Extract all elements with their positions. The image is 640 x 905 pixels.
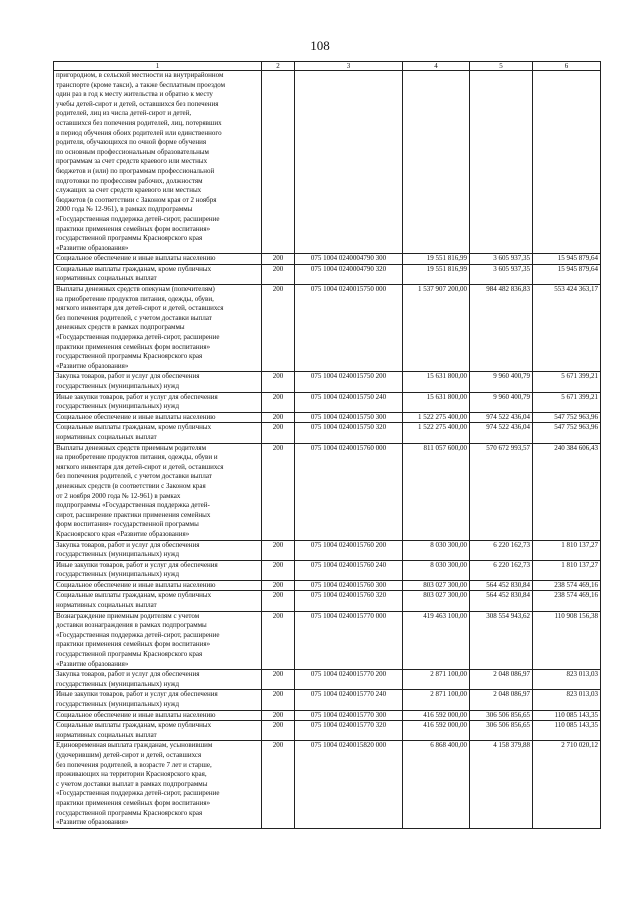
unexecuted-amount-cell: 547 752 963,96 (533, 423, 601, 443)
executed-amount-cell: 984 482 836,83 (470, 285, 533, 372)
table-row (54, 443, 601, 540)
approved-amount-cell: 419 463 100,00 (403, 611, 470, 670)
budget-code-cell: 075 1004 0240015760 320 (295, 591, 403, 611)
approved-amount-cell: 416 592 000,00 (403, 721, 470, 741)
row-name-cell: Иные закупки товаров, работ и услуг для обеспечения государственных (муниципальных) нужд (54, 392, 262, 412)
row-name-cell: Социальное обеспечение и иные выплаты населению (54, 254, 262, 265)
budget-code-cell: 075 1004 0240015760 300 (295, 580, 403, 591)
executed-amount-cell: 9 960 400,79 (470, 392, 533, 412)
col-header: 4 (403, 62, 470, 71)
line-code-cell: 200 (262, 710, 295, 721)
col-header: 6 (533, 62, 601, 71)
approved-amount-cell: 811 057 600,00 (403, 443, 470, 540)
row-name-cell: Иные закупки товаров, работ и услуг для обеспечения государственных (муниципальных) нужд (54, 690, 262, 710)
col-header: 5 (470, 62, 533, 71)
table-row (54, 710, 601, 721)
budget-code-cell: 075 1004 0240015760 200 (295, 540, 403, 560)
approved-amount-cell: 1 522 275 400,00 (403, 412, 470, 423)
budget-code-cell: 075 1004 0240015770 240 (295, 690, 403, 710)
col-header: 1 (54, 62, 262, 71)
approved-amount-cell: 15 631 800,00 (403, 392, 470, 412)
table-row (54, 670, 601, 690)
executed-amount-cell: 6 220 162,73 (470, 540, 533, 560)
line-code-cell: 200 (262, 285, 295, 372)
line-code-cell: 200 (262, 690, 295, 710)
budget-code-cell: 075 1004 0240015820 000 (295, 741, 403, 828)
row-name-cell: Социальное обеспечение и иные выплаты населению (54, 412, 262, 423)
row-name-cell: Единовременная выплата гражданам, усыновившим (удочерившим) детей-сирот и детей, оставшихся без попечения родителей, в возрасте 7 лет и старше, проживающих на территории Красноярского края, с учетом доставки выплат в рамках подпрограммы «Государственная поддержка детей-сирот, расширение практики применения семейных форм воспитания» государственной программы Красноярского края «Развитие образования» (54, 741, 262, 828)
executed-amount-cell: 3 605 937,35 (470, 264, 533, 284)
table-row (54, 254, 601, 265)
executed-amount-cell: 306 506 856,65 (470, 710, 533, 721)
line-code-cell: 200 (262, 412, 295, 423)
approved-amount-cell: 15 631 800,00 (403, 372, 470, 392)
line-code-cell: 200 (262, 560, 295, 580)
executed-amount-cell: 308 554 943,62 (470, 611, 533, 670)
unexecuted-amount-cell: 110 085 143,35 (533, 710, 601, 721)
table-row (54, 580, 601, 591)
budget-code-cell: 075 1004 0240015770 200 (295, 670, 403, 690)
unexecuted-amount-cell: 238 574 469,16 (533, 591, 601, 611)
row-name-cell: Иные закупки товаров, работ и услуг для обеспечения государственных (муниципальных) нужд (54, 560, 262, 580)
table-row (54, 560, 601, 580)
executed-amount-cell: 2 048 086,97 (470, 690, 533, 710)
line-code-cell: 200 (262, 264, 295, 284)
budget-code-cell: 075 1004 0240015770 000 (295, 611, 403, 670)
budget-code-cell: 075 1004 0240015750 000 (295, 285, 403, 372)
line-code-cell: 200 (262, 423, 295, 443)
executed-amount-cell: 570 672 993,57 (470, 443, 533, 540)
row-name-cell: пригородном, в сельской местности на внутрирайонном транспорте (кроме такси), а также бесплатным проездом один раз в год к месту жительства и обратно к месту учебы детей-сирот и детей, оставшихся без попечения родителей, лиц из числа детей-сирот и детей, оставшихся без попечения родителей, лиц, потерявших в период обучения обоих родителей или единственного родителя, обучающихся по очной форме обучения по основным профессиональным образовательным программам за счет средств краевого или местных бюджетов и (или) по программам профессиональной подготовки по профессиям рабочих, должностям служащих за счет средств краевого или местных бюджетов (в соответствии с Законом края от 2 ноября 2000 года № 12-961), в рамках подпрограммы «Государственная поддержка детей-сирот, расширение практики применения семейных форм воспитания» государственной программы Красноярского края «Развитие образования» (54, 71, 262, 254)
table-row (54, 611, 601, 670)
executed-amount-cell: 3 605 937,35 (470, 254, 533, 265)
budget-table (53, 61, 601, 829)
unexecuted-amount-cell: 240 384 606,43 (533, 443, 601, 540)
table-row (54, 285, 601, 372)
page-number: 108 (310, 38, 330, 53)
line-code-cell (262, 71, 295, 254)
budget-code-cell: 075 1004 0240015760 000 (295, 443, 403, 540)
line-code-cell: 200 (262, 254, 295, 265)
line-code-cell: 200 (262, 392, 295, 412)
budget-code-cell: 075 1004 0240015770 300 (295, 710, 403, 721)
approved-amount-cell: 1 522 275 400,00 (403, 423, 470, 443)
approved-amount-cell: 8 030 300,00 (403, 540, 470, 560)
row-name-cell: Закупка товаров, работ и услуг для обеспечения государственных (муниципальных) нужд (54, 540, 262, 560)
executed-amount-cell: 564 452 830,84 (470, 591, 533, 611)
line-code-cell: 200 (262, 372, 295, 392)
budget-code-cell (295, 71, 403, 254)
line-code-cell: 200 (262, 670, 295, 690)
unexecuted-amount-cell: 110 908 156,38 (533, 611, 601, 670)
executed-amount-cell: 564 452 830,84 (470, 580, 533, 591)
table-row (54, 690, 601, 710)
unexecuted-amount-cell: 1 810 137,27 (533, 540, 601, 560)
line-code-cell: 200 (262, 741, 295, 828)
table-row (54, 71, 601, 254)
unexecuted-amount-cell: 823 013,03 (533, 670, 601, 690)
table-row (54, 741, 601, 828)
table-row (54, 423, 601, 443)
approved-amount-cell: 8 030 300,00 (403, 560, 470, 580)
unexecuted-amount-cell: 553 424 363,17 (533, 285, 601, 372)
executed-amount-cell (470, 71, 533, 254)
row-name-cell: Социальные выплаты гражданам, кроме публичных нормативных социальных выплат (54, 721, 262, 741)
approved-amount-cell: 803 027 300,00 (403, 591, 470, 611)
row-name-cell: Закупка товаров, работ и услуг для обеспечения государственных (муниципальных) нужд (54, 372, 262, 392)
row-name-cell: Социальные выплаты гражданам, кроме публичных нормативных социальных выплат (54, 423, 262, 443)
row-name-cell: Социальные выплаты гражданам, кроме публичных нормативных социальных выплат (54, 591, 262, 611)
table-row (54, 721, 601, 741)
unexecuted-amount-cell: 5 671 399,21 (533, 372, 601, 392)
unexecuted-amount-cell: 2 710 020,12 (533, 741, 601, 828)
row-name-cell: Вознаграждение приемным родителям с учетом доставки вознаграждения в рамках подпрограммы «Государственная поддержка детей-сирот, расширение практики применения семейных форм воспитания» государственной программы Красноярского края «Развитие образования» (54, 611, 262, 670)
executed-amount-cell: 4 158 379,88 (470, 741, 533, 828)
unexecuted-amount-cell: 1 810 137,27 (533, 560, 601, 580)
table-row (54, 591, 601, 611)
table-row (54, 264, 601, 284)
executed-amount-cell: 974 522 436,04 (470, 423, 533, 443)
line-code-cell: 200 (262, 540, 295, 560)
table-body (54, 71, 601, 829)
line-code-cell: 200 (262, 580, 295, 591)
executed-amount-cell: 9 960 400,79 (470, 372, 533, 392)
budget-code-cell: 075 1004 0240015750 300 (295, 412, 403, 423)
unexecuted-amount-cell: 15 945 879,64 (533, 254, 601, 265)
approved-amount-cell: 6 868 400,00 (403, 741, 470, 828)
approved-amount-cell: 2 871 100,00 (403, 670, 470, 690)
row-name-cell: Социальное обеспечение и иные выплаты населению (54, 710, 262, 721)
approved-amount-cell (403, 71, 470, 254)
table-row (54, 372, 601, 392)
row-name-cell: Социальное обеспечение и иные выплаты населению (54, 580, 262, 591)
header-row (54, 62, 601, 71)
budget-code-cell: 075 1004 0240015770 320 (295, 721, 403, 741)
table-row (54, 392, 601, 412)
approved-amount-cell: 416 592 000,00 (403, 710, 470, 721)
budget-code-cell: 075 1004 0240004790 300 (295, 254, 403, 265)
row-name-cell: Выплаты денежных средств приемным родителям на приобретение продуктов питания, одежды, обуви и мягкого инвентаря для детей-сирот и детей, оставшихся без попечения родителей, с учетом доставки выплат денежных средств (в соответствии с Законом края от 2 ноября 2000 года № 12-961) в рамках подпрограммы «Государственная поддержка детей- сирот, расширение практики применения семейных форм воспитания» государственной программы Красноярского края «Развитие образования» (54, 443, 262, 540)
unexecuted-amount-cell: 110 085 143,35 (533, 721, 601, 741)
approved-amount-cell: 2 871 100,00 (403, 690, 470, 710)
line-code-cell: 200 (262, 443, 295, 540)
unexecuted-amount-cell (533, 71, 601, 254)
executed-amount-cell: 6 220 162,73 (470, 560, 533, 580)
row-name-cell: Социальные выплаты гражданам, кроме публичных нормативных социальных выплат (54, 264, 262, 284)
line-code-cell: 200 (262, 721, 295, 741)
col-header: 2 (262, 62, 295, 71)
line-code-cell: 200 (262, 591, 295, 611)
executed-amount-cell: 2 048 086,97 (470, 670, 533, 690)
budget-code-cell: 075 1004 0240015760 240 (295, 560, 403, 580)
budget-code-cell: 075 1004 0240015750 240 (295, 392, 403, 412)
budget-code-cell: 075 1004 0240015750 200 (295, 372, 403, 392)
row-name-cell: Закупка товаров, работ и услуг для обеспечения государственных (муниципальных) нужд (54, 670, 262, 690)
unexecuted-amount-cell: 15 945 879,64 (533, 264, 601, 284)
row-name-cell: Выплаты денежных средств опекунам (попечителям) на приобретение продуктов питания, одежды, обуви, мягкого инвентаря для детей-сирот и детей, оставшихся без попечения родителей, с учетом доставки выплат денежных средств в рамках подпрограммы «Государственная поддержка детей-сирот, расширение практики применения семейных форм воспитания» государственной программы Красноярского края «Развитие образования» (54, 285, 262, 372)
executed-amount-cell: 306 506 856,65 (470, 721, 533, 741)
budget-code-cell: 075 1004 0240015750 320 (295, 423, 403, 443)
unexecuted-amount-cell: 547 752 963,96 (533, 412, 601, 423)
budget-code-cell: 075 1004 0240004790 320 (295, 264, 403, 284)
table-row (54, 540, 601, 560)
approved-amount-cell: 803 027 300,00 (403, 580, 470, 591)
unexecuted-amount-cell: 823 013,03 (533, 690, 601, 710)
approved-amount-cell: 19 551 816,99 (403, 254, 470, 265)
approved-amount-cell: 1 537 907 200,00 (403, 285, 470, 372)
unexecuted-amount-cell: 5 671 399,21 (533, 392, 601, 412)
col-header: 3 (295, 62, 403, 71)
table-row (54, 412, 601, 423)
line-code-cell: 200 (262, 611, 295, 670)
executed-amount-cell: 974 522 436,04 (470, 412, 533, 423)
approved-amount-cell: 19 551 816,99 (403, 264, 470, 284)
unexecuted-amount-cell: 238 574 469,16 (533, 580, 601, 591)
